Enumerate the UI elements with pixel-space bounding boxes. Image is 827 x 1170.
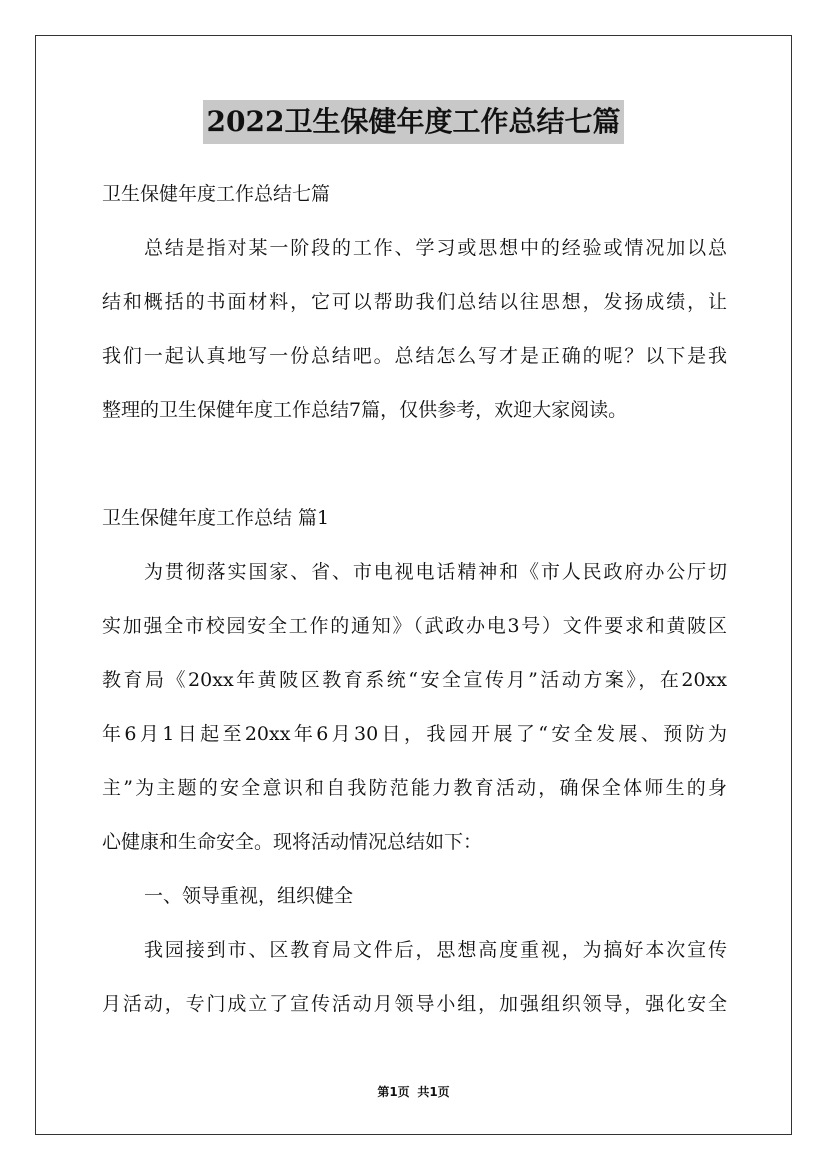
intro-line-4: 整理的卫生保健年度工作总结7篇，仅供参考，欢迎大家阅读。 [102,399,628,421]
point-one-heading: 一、领导重视，组织健全 [144,885,354,907]
point-one-line-1: 我园接到市、区教育局文件后，思想高度重视，为搞好本次宣传 [144,939,727,961]
section-body-line-6: 心健康和生命安全。现将活动情况总结如下： [102,831,483,853]
section-heading: 卫生保健年度工作总结 篇1 [102,507,330,529]
section-body-line-4: 年6月1日起至20xx年6月30日，我园开展了“安全发展、预防为 [102,723,727,745]
page-total: 共1页 [417,1085,450,1099]
point-one-line-2: 月活动，专门成立了宣传活动月领导小组，加强组织领导，强化安全 [102,993,727,1015]
document-title [0,100,827,144]
page-footer [0,1083,827,1100]
document-subtitle: 卫生保健年度工作总结七篇 [102,183,331,205]
document-title-text: 2022卫生保健年度工作总结七篇 [203,100,625,144]
section-body-line-3: 教育局《20xx年黄陂区教育系统“安全宣传月”活动方案》，在20xx [102,669,727,691]
section-body-line-2: 实加强全市校园安全工作的通知》（武政办电3号）文件要求和黄陂区 [102,615,727,637]
section-body-line-1: 为贯彻落实国家、省、市电视电话精神和《市人民政府办公厅切 [144,561,727,583]
intro-line-1: 总结是指对某一阶段的工作、学习或思想中的经验或情况加以总 [144,237,727,259]
intro-line-3: 我们一起认真地写一份总结吧。总结怎么写才是正确的呢？以下是我 [102,345,727,367]
page-number: 第1页 [377,1085,410,1099]
intro-line-2: 结和概括的书面材料，它可以帮助我们总结以往思想，发扬成绩，让 [102,291,727,313]
section-body-line-5: 主”为主题的安全意识和自我防范能力教育活动，确保全体师生的身 [102,777,727,799]
